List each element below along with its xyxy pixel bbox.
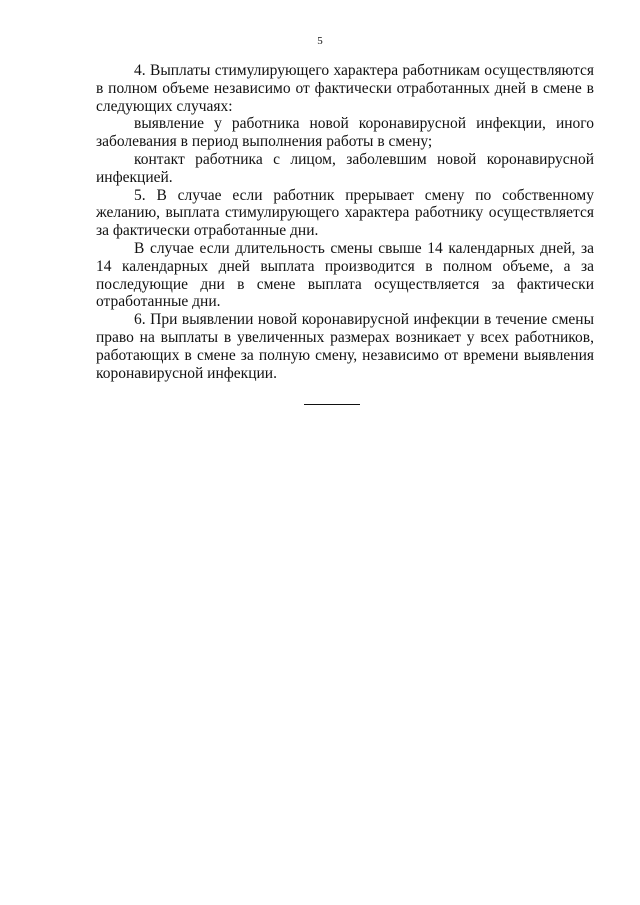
paragraph-4: 4. Выплаты стимулирующего характера работникам осуществляются в полном объеме независимо от фактически отработанных дней в смене в следующих случаях: <box>96 62 594 115</box>
paragraph-5-duration: В случае если длительность смены свыше 14 календарных дней, за 14 календарных дней выплата производится в полном объеме, а за последующие дни в смене выплата осуществляется за фактически отработанные дни. <box>96 239 594 311</box>
paragraph-5: 5. В случае если работник прерывает смену по собственному желанию, выплата стимулирующего характера работнику осуществляется за фактически отработанные дни. <box>96 186 594 240</box>
document-body <box>96 62 594 382</box>
paragraph-4-case-contact: контакт работника с лицом, заболевшим новой коронавирусной инфекцией. <box>96 150 594 186</box>
end-separator-line <box>304 404 360 405</box>
page-number: 5 <box>317 35 323 47</box>
paragraph-6: 6. При выявлении новой коронавирусной инфекции в течение смены право на выплаты в увеличенных размерах возникает у всех работников, работающих в смене за полную смену, независимо от времени выявления коронавирусной инфекции. <box>96 311 594 382</box>
paragraph-4-case-infection: выявление у работника новой коронавирусной инфекции, иного заболевания в период выполнения работы в смену; <box>96 115 594 151</box>
